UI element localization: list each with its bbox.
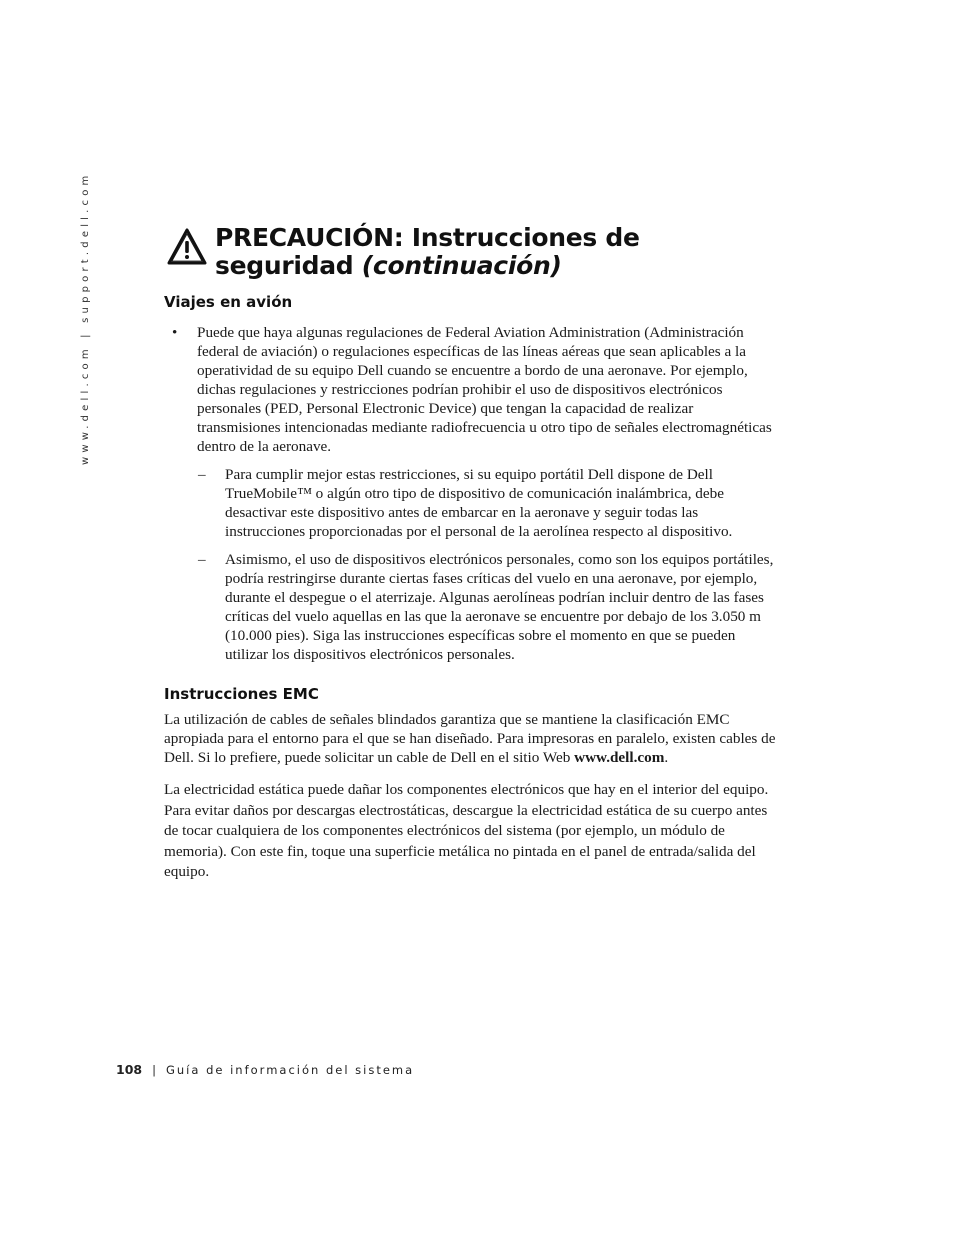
bullet-item bbox=[164, 323, 776, 456]
dash-mark: – bbox=[198, 551, 206, 568]
warning-triangle-icon bbox=[167, 228, 207, 266]
emc-paragraph-2: La electricidad estática puede dañar los componentes electrónicos que hay en el interior del equipo. Para evitar daños por descargas electrostáticas, descargue la electricidad estática de su cuerpo antes de tocar cualquiera de los componentes electrónicos del sistema (por ejemplo, un módulo de memoria). Con este fin, toque una superficie metálica no pintada en el panel de entrada/salida del equipo. bbox=[164, 781, 769, 880]
side-url-text: www.dell.com | support.dell.com bbox=[80, 171, 91, 465]
page-footer bbox=[116, 1062, 414, 1077]
bullet-mark: • bbox=[172, 324, 178, 341]
dell-website-link[interactable]: www.dell.com bbox=[574, 749, 665, 766]
title-line-2: seguridad bbox=[215, 251, 354, 280]
page-title-block bbox=[167, 224, 787, 280]
page-number: 108 bbox=[116, 1062, 143, 1077]
footer-separator: | bbox=[152, 1063, 156, 1077]
section-heading-emc: Instrucciones EMC bbox=[164, 685, 319, 703]
dash-mark: – bbox=[198, 466, 206, 483]
section-heading-air-travel: Viajes en avión bbox=[164, 293, 293, 311]
sub-item bbox=[164, 550, 776, 664]
title-continuation: (continuación) bbox=[361, 251, 562, 280]
page-content bbox=[164, 292, 776, 883]
emc-paragraph-1-text: La utilización de cables de señales blindados garantiza que se mantiene la clasificación EMC apropiada para el entorno para el que se han diseñado. Para impresoras en paralelo, existen cables de Dell. Si lo prefiere, puede solicitar un cable de Dell en el sitio Web bbox=[164, 711, 776, 766]
sub-item-text: Para cumplir mejor estas restricciones, si su equipo portátil Dell dispone de Dell TrueMobile™ o algún otro tipo de dispositivo de comunicación inalámbrica, debe desactivar este dispositivo antes de embarcar en la aeronave y seguir todas las instrucciones proporcionadas por el personal de la aerolínea respecto al dispositivo. bbox=[225, 466, 733, 540]
emc-paragraph-1-end: . bbox=[664, 749, 669, 766]
sub-item-text: Asimismo, el uso de dispositivos electrónicos personales, como son los equipos portátiles, podría restringirse durante ciertas fases críticas del vuelo en una aeronave, por ejemplo, durante el despegue o el aterrizaje. Algunas aerolíneas podrían incluir dentro de las fases críticas del vuelo aquellas en las que la aeronave se encuentre por debajo de los 3.050 m (10.000 pies). Siga las instrucciones específicas sobre el momento en que se pueden utilizar los dispositivos electrónicos personales. bbox=[225, 551, 774, 663]
guide-title: Guía de información del sistema bbox=[165, 1063, 415, 1077]
emc-paragraph-1 bbox=[164, 710, 776, 767]
sub-item bbox=[164, 465, 776, 541]
bullet-text: Puede que haya algunas regulaciones de Federal Aviation Administration (Administración federal de aviación) o regulaciones específicas de las líneas aéreas que sean aplicables a la operatividad de su equipo Dell cuando se encuentre a bordo de una aeronave. Por ejemplo, dichas regulaciones y restricciones podrían prohibir el uso de dispositivos electrónicos personales (PED, Personal Electronic Device) que tengan la capacidad de realizar transmisiones intencionadas mediante radiofrecuencia u otro tipo de señales electromagnéticas dentro de la aeronave. bbox=[197, 324, 772, 455]
title-line-1: PRECAUCIÓN: Instrucciones de bbox=[215, 223, 640, 252]
page-title bbox=[215, 224, 787, 280]
